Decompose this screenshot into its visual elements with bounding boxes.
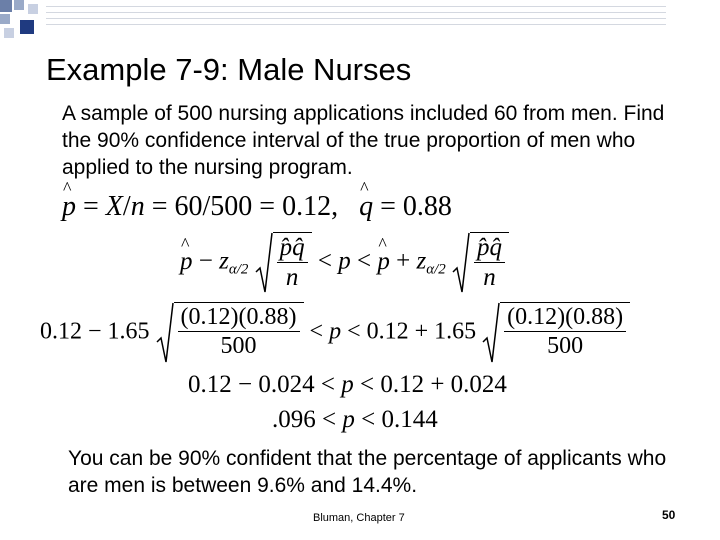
p-hat-symbol: ^ p xyxy=(62,193,76,221)
equation-point-estimate: ^ p = X/n = 60/500 = 0.12, ^ q = 0.88 xyxy=(62,193,452,221)
sqrt-symbol: $\frac{(0.12)(0.88)}{500}$ xyxy=(156,302,304,364)
equation-substituted: 0.12 − 1.65 $\frac{(0.12)(0.88)}{500}$ < p < 0.12 + 1.65 $\frac{(0.12)(0.88)}{500}$ xyxy=(40,302,630,364)
slide-title: Example 7-9: Male Nurses xyxy=(46,52,412,87)
equation-margin: 0.12 − 0.024 < p < 0.12 + 0.024 xyxy=(188,371,507,398)
q-hat-symbol: ^ q xyxy=(359,193,373,221)
conclusion-text: You can be 90% confident that the percentage of applicants who are men is between 9.6% and 14.4%. xyxy=(68,447,667,497)
sqrt-symbol: $\frac{(0.12)(0.88)}{500}$ xyxy=(482,302,630,364)
footer-source: Bluman, Chapter 7 xyxy=(313,512,405,524)
sqrt-symbol: $\frac{p̂q̂}{n}$ xyxy=(255,232,312,294)
problem-statement: A sample of 500 nursing applications included 60 from men. Find the 90% confidence interval of the true proportion of men who applied to the nursing program. xyxy=(62,102,665,179)
corner-decoration xyxy=(0,0,720,40)
equation-general-formula: ^ $p - z_{\alpha/2}$ $\frac{p̂q̂}{n}$ < p < ^ $p + z_{\alpha/2}$ $\frac{p̂q̂}{n}$ xyxy=(180,232,509,294)
page-number: 50 xyxy=(662,508,676,522)
sqrt-symbol: $\frac{p̂q̂}{n}$ xyxy=(452,232,509,294)
equation-interval-result: .096 < p < 0.144 xyxy=(272,406,438,433)
